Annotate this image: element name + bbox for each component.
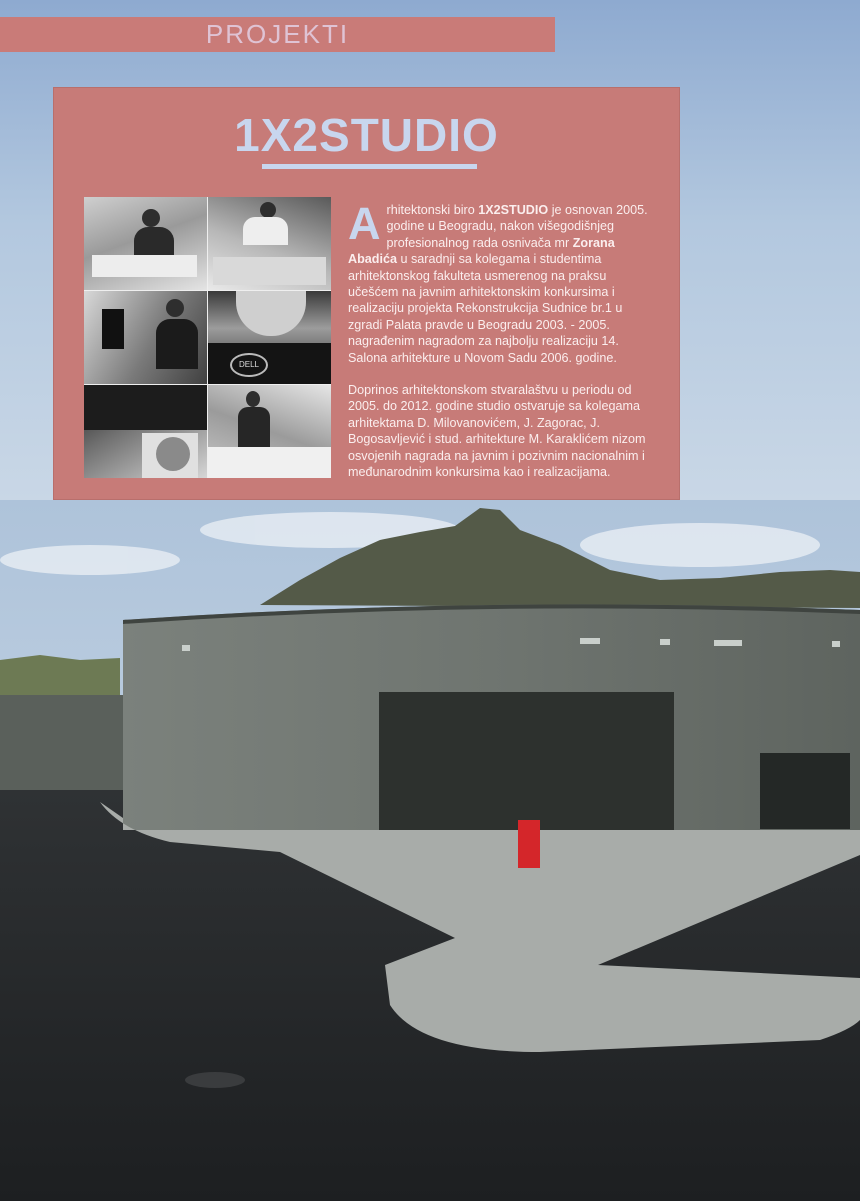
manhole-cover bbox=[185, 1072, 245, 1088]
large-opening bbox=[379, 692, 674, 830]
feature-box bbox=[53, 87, 680, 500]
photo-woman-smiling bbox=[84, 385, 207, 478]
photo-team-at-model bbox=[84, 197, 207, 290]
p1-studio-name: 1X2STUDIO bbox=[478, 203, 549, 217]
section-header-bar bbox=[0, 17, 555, 52]
photo-man-at-computer bbox=[84, 291, 207, 384]
photo-woman-behind-monitor bbox=[208, 291, 331, 384]
feature-title: 1X2STUDIO bbox=[234, 109, 499, 161]
photo-woman-office bbox=[208, 385, 331, 478]
building-photo bbox=[0, 500, 860, 1201]
p1-founder-name: Zorana Abadića bbox=[348, 235, 615, 267]
article-paragraph-1 bbox=[348, 198, 654, 366]
side-door bbox=[760, 753, 850, 829]
section-label: PROJEKTI bbox=[205, 19, 350, 49]
drop-cap: A bbox=[348, 198, 381, 249]
fire-hydrant-cabinet bbox=[518, 820, 540, 868]
p1-text-e: u saradnji sa kolegama i studentima arhitektonskog fakulteta usmerenog na praksu učešćem na javnim arhitektonskim konkursima i realizaciju projekta Rekonstrukcija Sudnice br.1 u zgradi Palata pravde u Beogradu 2003. - 2005. nagrađenim nagradom za najbolju realizaciju 14. Salona arhitekture u Novom Sadu 2006. godine. bbox=[348, 252, 623, 365]
article-paragraph-2: Doprinos arhitektonskom stvaralaštvu u periodu od 2005. do 2012. godine studio ostvaruje sa kolegama arhitektama D. Milovanovićem, J. Zagorac, J. Bogosavljević i stud. arhitekture M. Karaklićem nizom osvojenih nagrada na javnim i pozivnim nacionalnim i međunarodnim konkursima kao i realizacijama. bbox=[348, 383, 646, 480]
photo-architect-drawing bbox=[208, 197, 331, 290]
photo-collage bbox=[84, 197, 331, 478]
p1-text-a: rhitektonski biro bbox=[386, 203, 479, 217]
monitor-brand-logo: DELL bbox=[230, 353, 268, 377]
p1-text-c: je osnovan 2005. godine u Beogradu, nakon višegodišnjeg profesionalnog rada osnivača mr bbox=[386, 203, 648, 250]
title-underline bbox=[262, 164, 477, 169]
boundary-wall bbox=[0, 695, 123, 800]
article-body bbox=[348, 198, 654, 497]
